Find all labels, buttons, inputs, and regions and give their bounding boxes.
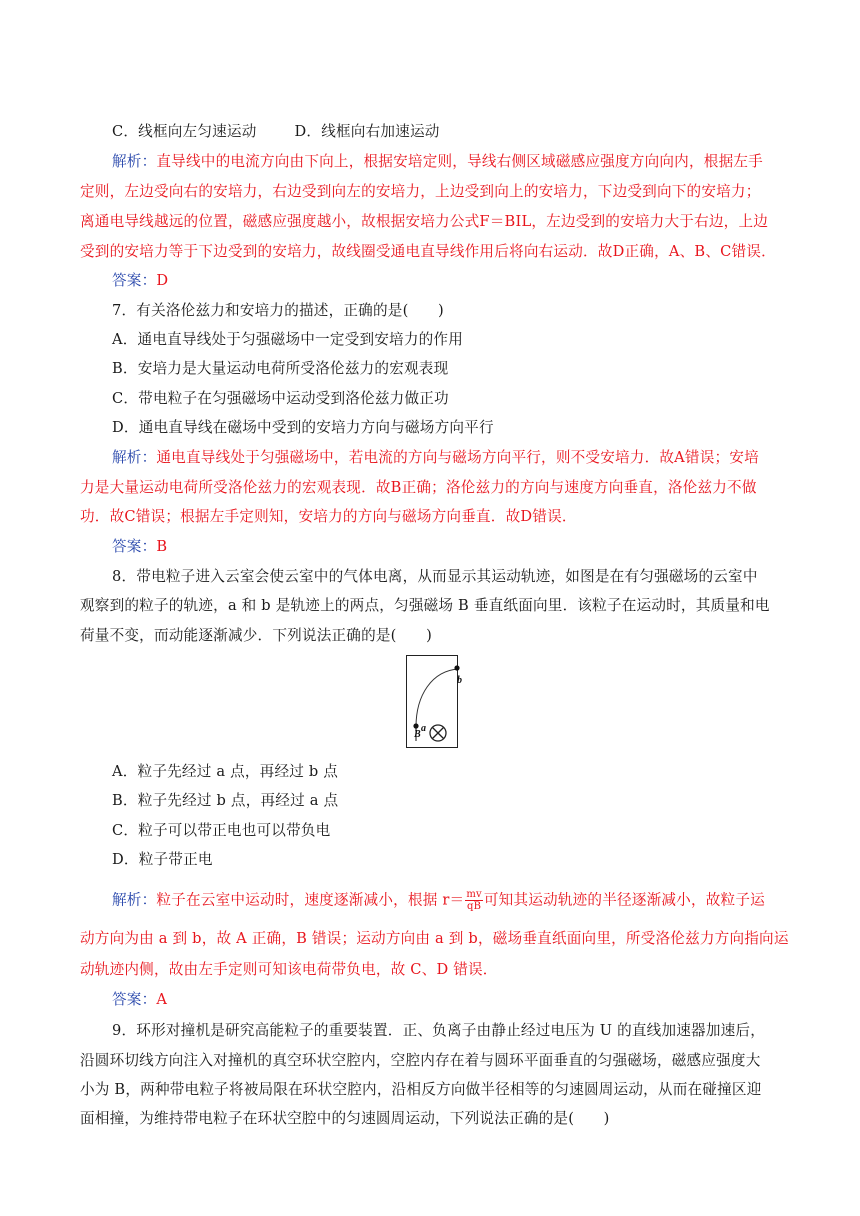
answer-value: B — [156, 538, 168, 555]
q7-option-b: B．安培力是大量运动电荷所受洛伦兹力的宏观表现 — [112, 360, 449, 377]
q6-answer — [112, 271, 168, 291]
q7-analysis-line-3: 功．故C错误；根据左手定则知，安培力的方向与磁场方向垂直．故D错误． — [80, 508, 577, 525]
q7-analysis-line-1: 解析：通电直导线处于匀强磁场中，若电流的方向与磁场方向平行，则不受安培力．故A错误；安培 — [112, 449, 759, 466]
q8-stem-line-1: 8．带电粒子进入云室会使云室中的气体电离，从而显示其运动轨迹，如图是在有匀强磁场的云室中 — [112, 568, 758, 585]
q6-analysis-line-4: 受到的安培力等于下边受到的安培力，故线圈受通电直导线作用后将向右运动．故D正确，A、B、C错误． — [80, 243, 776, 260]
analysis-label: 解析： — [112, 153, 157, 170]
q6-options-row — [112, 122, 440, 142]
q8-answer — [112, 990, 167, 1010]
answer-label: 答案： — [112, 538, 157, 555]
analysis-label: 解析： — [112, 449, 157, 466]
cross-circle-icon — [430, 725, 446, 741]
answer-label: 答案： — [112, 272, 157, 289]
q7-answer — [112, 537, 167, 557]
q8-option-a: A．粒子先经过 a 点，再经过 b 点 — [112, 763, 339, 780]
field-B-label: B — [414, 729, 421, 740]
q8-option-b: B．粒子先经过 b 点，再经过 a 点 — [112, 792, 339, 809]
answer-label: 答案： — [112, 991, 157, 1008]
q9-stem-line-1: 9．环形对撞机是研究高能粒子的重要装置．正、负离子由静止经过电压为 U 的直线加速器加速后， — [112, 1022, 766, 1039]
q9-stem-line-3: 小为 B，两种带电粒子将被局限在环状空腔内，沿相反方向做半径相等的匀速圆周运动，从而在碰撞区迎 — [80, 1081, 762, 1098]
answer-value: A — [156, 991, 168, 1008]
q7-option-d: D．通电直导线在磁场中受到的安培力方向与磁场方向平行 — [112, 419, 494, 436]
point-a-label: a — [421, 723, 426, 734]
q7-stem: 7．有关洛伦兹力和安培力的描述，正确的是( ) — [112, 302, 444, 319]
cloud-chamber-figure — [406, 655, 462, 748]
q9-stem-line-4: 面相撞，为维持带电粒子在环状空腔中的匀速圆周运动，下列说法正确的是( ) — [80, 1110, 610, 1127]
q8-analysis-line-2: 动方向为由 a 到 b，故 A 正确，B 错误；运动方向由 a 到 b，磁场垂直纸面向里，所受洛伦兹力方向指向运 — [80, 930, 789, 947]
q8-stem-line-3: 荷量不变，而动能逐渐减少．下列说法正确的是( ) — [80, 627, 433, 644]
q7-analysis-line-2: 力是大量运动电荷所受洛伦兹力的宏观表现．故B正确；洛伦兹力的方向与速度方向垂直，洛伦兹力不做 — [80, 479, 757, 496]
q6-option-d: D．线框向右加速运动 — [294, 123, 440, 140]
q6-analysis-line-1: 解析：直导线中的电流方向由下向上，根据安培定则，导线右侧区域磁感应强度方向向内，根据左手 — [112, 153, 763, 170]
particle-trajectory — [416, 669, 458, 727]
q6-analysis-line-2: 定则，左边受向右的安培力，右边受到向左的安培力，上边受到向上的安培力，下边受到向下的安培力； — [80, 183, 761, 200]
fraction-mv-over-qB: $\frac{mv}{qB}$ — [466, 889, 482, 912]
analysis-label: 解析： — [112, 891, 157, 909]
q8-option-d: D．粒子带正电 — [112, 851, 213, 868]
q7-option-c: C．带电粒子在匀强磁场中运动受到洛伦兹力做正功 — [112, 390, 449, 407]
q8-stem-line-2: 观察到的粒子的轨迹，a 和 b 是轨迹上的两点，匀强磁场 B 垂直纸面向里．该粒子在运动时，其质量和电 — [80, 597, 770, 614]
q8-analysis-line-1: 解析：粒子在云室中运动时，速度逐渐减小，根据 r＝ $\frac{mv}{qB}$ 可知其运动轨迹的半径逐渐减小，故粒子运 — [112, 889, 765, 912]
q8-analysis-line-3: 动轨迹内侧，故由左手定则可知该电荷带负电，故 C、D 错误． — [80, 961, 498, 978]
q9-stem-line-2: 沿圆环切线方向注入对撞机的真空环状空腔内，空腔内存在着与圆环平面垂直的匀强磁场，磁感应强度大 — [80, 1052, 761, 1069]
q6-option-c: C．线框向左匀速运动 — [112, 123, 257, 140]
q6-analysis-line-3: 离通电导线越远的位置，磁感应强度越小，故根据安培力公式F＝BIL，左边受到的安培力大于右边，上边 — [80, 213, 769, 230]
point-b-dot — [454, 665, 459, 670]
q8-option-c: C．粒子可以带正电也可以带负电 — [112, 822, 331, 839]
answer-value: D — [156, 272, 169, 289]
q7-option-a: A．通电直导线处于匀强磁场中一定受到安培力的作用 — [112, 331, 463, 348]
point-b-label: b — [457, 675, 462, 686]
